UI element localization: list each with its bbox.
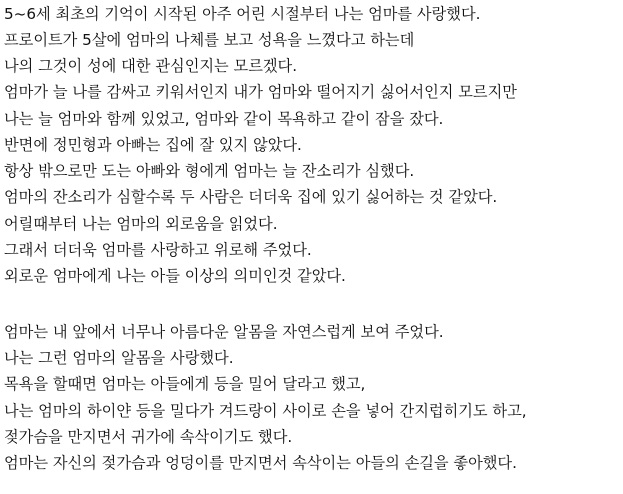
text-line: 엄마의 잔소리가 심할수록 두 사람은 더더욱 집에 있기 싫어하는 것 같았다. — [4, 188, 498, 206]
text-line: 나는 늘 엄마와 함께 있었고, 엄마와 같이 목욕하고 같이 잠을 잤다. — [4, 110, 444, 128]
text-line: 5~6세 최초의 기억이 시작된 아주 어린 시절부터 나는 엄마를 사랑했다. — [4, 5, 481, 23]
text-line: 프로이트가 5살에 엄마의 나체를 보고 성욕을 느꼈다고 하는데 — [4, 31, 415, 49]
text-line: 나는 엄마의 하이얀 등을 밀다가 겨드랑이 사이로 손을 넣어 간지럽히기도 하고, — [4, 402, 527, 420]
text-line: 목욕을 할때면 엄마는 아들에게 등을 밀어 달라고 했고, — [4, 375, 366, 393]
text-line: 항상 밖으로만 도는 아빠와 형에게 엄마는 늘 잔소리가 심했다. — [4, 162, 415, 180]
text-line: 반면에 정민형과 아빠는 집에 잘 있지 않았다. — [4, 136, 302, 154]
text-line: 젖가슴을 만지면서 귀가에 속삭이기도 했다. — [4, 428, 293, 446]
text-line: 엄마가 늘 나를 감싸고 키워서인지 내가 엄마와 떨어지기 싫어서인지 모르지만 — [4, 83, 517, 101]
text-line: 나는 그런 엄마의 알몸을 사랑했다. — [4, 349, 234, 367]
text-line: 외로운 엄마에게 나는 아들 이상의 의미인것 같았다. — [4, 267, 346, 285]
text-line: 어릴때부터 나는 엄마의 외로움을 읽었다. — [4, 215, 278, 233]
text-line: 엄마는 내 앞에서 너무나 아름다운 알몸을 자연스럽게 보여 주었다. — [4, 323, 444, 341]
text-line: 나의 그것이 성에 대한 관심인지는 모르겠다. — [4, 57, 298, 75]
text-line: 엄마는 자신의 젖가슴과 엉덩이를 만지면서 속삭이는 아들의 손길을 좋아했다. — [4, 454, 517, 472]
text-line: 그래서 더더욱 엄마를 사랑하고 위로해 주었다. — [4, 241, 312, 259]
